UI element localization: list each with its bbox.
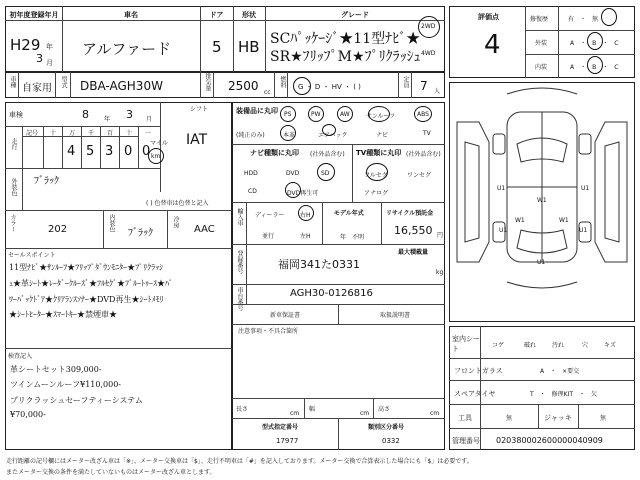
footer-line1: 走行距離の記号欄にはメーター改ざん車は「※」、メーター交換車は「$」、走行不明車は「#」を記入しております。メーター交換で合算表示した場合にも「$」は必要です。 (6, 458, 473, 465)
displacement: 2500 (228, 79, 259, 93)
equipment-label: 装備品に丸印 (236, 107, 278, 115)
height-unit: cm (430, 410, 440, 417)
diag-mark-w1-c: W1 (559, 217, 569, 224)
plate-label: 登録番号 (236, 250, 243, 274)
import-right-handle: 右H (300, 212, 311, 219)
recycle-label: リサイクル預託金 (386, 210, 434, 217)
inspection-year: 8 (82, 108, 89, 121)
windshield-options: A ・ ×要交 (540, 368, 580, 375)
diag-mark-u1-d: U1 (579, 227, 588, 234)
score-label: 評価点 (478, 13, 499, 21)
recycle-unit: 円 (437, 232, 444, 239)
navi-dvd-play: DVD再生可 (287, 190, 319, 197)
exterior-grade-options: A ・ B ・ C (570, 40, 619, 47)
interior-sheet-label: 室内シート (452, 335, 480, 353)
vin-label: 車台番号 (236, 287, 243, 311)
interior-color: ﾌﾞﾗｯｸ (128, 228, 153, 239)
grade-line2: SR★ﾌﾘｯﾌﾟM★ﾌﾟﾘｸﾗｯｼｭ (270, 49, 421, 65)
navi-dvd: DVD (286, 170, 300, 177)
tools-label: 工具 (458, 414, 472, 422)
shift-value: IAT (186, 132, 208, 148)
mileage-digit-1: 5 (86, 144, 95, 159)
tools-value: 無 (506, 415, 513, 422)
km-label: km (151, 153, 161, 160)
navi-hdd: HDD (244, 170, 258, 177)
digit-header-2: 万 (69, 130, 76, 137)
airbag-circle (322, 124, 336, 136)
inspection-month: 3 (126, 108, 133, 121)
selling-point-line-1: 11型ﾅﾋﾞ★ｻﾝﾙｰﾌ★ﾌﾘｯﾌﾟﾀﾞｳﾝﾓﾆﾀｰ★ﾌﾟﾘｸﾗｯｼ (9, 263, 164, 272)
shift-label: シフト (190, 106, 209, 113)
selling-points-label: セールスポイント (8, 252, 56, 259)
equip-airbag: エアバック (318, 132, 348, 139)
first-reg-year-unit: 年 (46, 43, 53, 51)
repair-label: 修復歴 (530, 16, 549, 23)
mile-label: マイル (150, 140, 168, 147)
selling-point-line-4: ★ｼｰﾄﾋｰﾀｰ★ｽﾏｰﾄｷｰ★禁煙車★ (9, 310, 117, 319)
repair-none-circle (601, 8, 617, 26)
digit-header-1: 十 (50, 130, 57, 137)
inspector-note-1: 革シートセット309,000- (10, 365, 102, 374)
notes-label: 注意事項・不具合箇所 (238, 328, 299, 335)
digit-header-4: 百 (107, 130, 114, 137)
type-designation-value: 17977 (276, 437, 299, 445)
sheet-kizu: キズ (604, 342, 616, 349)
diag-mark-u1-a: U1 (497, 185, 506, 192)
width-label: 幅 (309, 406, 316, 413)
recycle-value: 16,550 (394, 224, 433, 237)
digit-header-5: 十 (126, 130, 133, 137)
interior-grade-label: 内装 (535, 64, 548, 71)
inspector-notes-label: 検査記入 (8, 353, 33, 360)
displacement-label: 排気量 (204, 73, 211, 91)
model-code: DBA-AGH30W (80, 79, 163, 93)
import-label: 輸入車 (236, 208, 243, 226)
equip-abs: ABS (417, 111, 429, 118)
first-reg-era: H29 (10, 36, 41, 54)
model-year-label: モデル年式 (334, 210, 364, 217)
capacity: 7 (420, 79, 428, 93)
management-label: 管理番号 (452, 437, 480, 445)
drive-2wd: 2WD (421, 23, 436, 30)
navi-sd: SD (321, 170, 330, 177)
cc-unit: cc (264, 89, 271, 96)
navi-cd: CD (248, 188, 257, 195)
car-name: アルファード (82, 40, 172, 58)
plate-value: 福岡341た0331 (278, 258, 360, 271)
equipment-sublabel: (純正のみ) (236, 132, 265, 139)
grade-line1: SCﾊﾟｯｹｰｼﾞ★11型ﾅﾋﾞ★ (270, 31, 421, 47)
width-unit: cm (360, 410, 370, 417)
fuel-options: G ・ D ・ HV ・ ( ) (298, 83, 361, 91)
equip-pw: PW (311, 111, 321, 118)
footer-line2: またメーター交換の条件を満たしていないものはメーター改ざん車とします。 (6, 469, 216, 476)
diag-mark-u1-c: U1 (499, 227, 508, 234)
sheet-yogore: 汚れ (552, 342, 565, 349)
spare-tire-options: T ・ 修理KIT ・ 欠 (530, 391, 598, 398)
first-reg-month-unit: 月 (46, 59, 53, 67)
tv-label: TV種類に丸印 (356, 149, 402, 157)
jack-value: 無 (600, 415, 607, 422)
sheet-koge: コゲ (492, 342, 505, 349)
type-label: 型式 (60, 76, 67, 88)
capacity-label: 定員 (402, 76, 409, 88)
mileage-digit-0: 4 (67, 144, 76, 159)
sheet-ana: 穴 (582, 342, 589, 349)
ac-value: AAC (194, 224, 215, 235)
selling-point-line-2: ｭ★革ｼｰﾄ★ﾚｰﾀﾞｰｸﾙｰｽﾞ★ﾌﾙｾｸﾞ★ﾌﾞﾙｰﾄｩｰｽ★ﾊﾟ (9, 279, 173, 288)
inspection-month-unit: 月 (146, 116, 153, 123)
model-label: 車名 (124, 11, 138, 19)
score-value: 4 (484, 30, 501, 60)
digit-header-6: 一 (145, 130, 152, 137)
import-left-handle: 左H (300, 233, 311, 240)
vehicle-label: 車種 (9, 76, 16, 88)
drive-4wd: 4WD (421, 50, 436, 57)
exterior-color: ﾌﾞﾗｯｸ (34, 176, 59, 187)
car-diagram (449, 82, 635, 322)
inspector-note-2: ツインムーンルーフ¥110,000- (10, 380, 121, 389)
equip-leather: 本革 (283, 132, 296, 139)
selling-point-line-3: ﾜｰﾊﾞｯｸﾄﾞｱ★ｸﾘｱﾗﾝｽｿﾅｰ★DVD再生★ｼｰﾄﾒﾓﾘ (9, 295, 164, 304)
tv-fullseg: フルセグ (364, 172, 388, 179)
shape-value: HB (238, 38, 260, 56)
vehicle-use: 自家用 (22, 83, 52, 94)
inspector-note-4: ¥70,000- (10, 410, 46, 419)
exterior-grade-label: 外装 (535, 40, 548, 47)
equip-sunroof: サンルーフ (366, 113, 396, 120)
exterior-b-circle (587, 32, 603, 50)
manual-label: 取扱説明書 (380, 312, 411, 319)
height-label: 高さ (378, 406, 391, 413)
category-value: 0332 (382, 437, 400, 445)
warranty-label: 新車保証書 (270, 312, 301, 319)
fuel-label: 燃料 (279, 76, 286, 88)
management-value: 020380002600000040909 (496, 436, 603, 445)
diag-mark-u1-e: U1 (537, 259, 546, 266)
diag-mark-u1-b: U1 (581, 185, 590, 192)
interior-b-circle (587, 56, 603, 74)
vehicle-row (5, 72, 445, 98)
type-designation-label: 型式指定番号 (262, 424, 299, 431)
length-unit: cm (290, 410, 300, 417)
interior-grade-options: A ・ B ・ C (570, 64, 619, 71)
mileage-label: 走行 (10, 138, 17, 150)
digit-header-0: 記号 (26, 130, 39, 137)
color-no: 202 (48, 224, 68, 235)
vin-value: AGH30-0126816 (290, 288, 373, 299)
exterior-label: 外装色 (10, 178, 17, 196)
diag-mark-w1-b: W1 (515, 217, 525, 224)
tv-oneseg: ワンセグ (407, 172, 432, 179)
mileage-digit-2: 3 (105, 144, 114, 159)
inspector-note-3: プリクラッシュセーフティーシステム (10, 396, 143, 405)
exterior-note: ( ) 色替車は色替と記入 (146, 200, 209, 207)
equip-ps: PS (284, 111, 292, 118)
tv-sublabel: (社外品含む) (406, 151, 441, 158)
max-load-label: 最大積載量 (398, 249, 429, 256)
color-label: カラー (9, 214, 16, 232)
capacity-unit: 人 (434, 88, 441, 95)
first-reg-month: 3 (36, 52, 43, 65)
spare-tire-label: スペアタイヤ (454, 390, 496, 398)
length-label: 長さ (236, 406, 249, 413)
jack-label: ジャッキ (544, 414, 572, 422)
equip-aw: AW (340, 111, 350, 118)
inspection-label: 車検 (9, 111, 23, 119)
digit-header-3: 千 (88, 130, 95, 137)
sheet-yabure: 破れ (524, 342, 537, 349)
equip-navi: ナビ (376, 132, 389, 139)
model-year-value: 年 不明 (340, 234, 365, 241)
navi-label: ナビ種類に丸印 (250, 149, 299, 157)
import-parallel: 並行 (262, 233, 275, 240)
repair-options: 有 ・ 無 (568, 16, 599, 23)
import-dealer: ディーラー (255, 212, 285, 219)
doors-value: 5 (212, 38, 222, 56)
equip-tv: TV (423, 130, 431, 137)
shape-label: 形状 (242, 11, 256, 19)
mileage-digit-4: 0 (142, 144, 151, 159)
interior-color-label: 内装色 (108, 214, 115, 232)
navi-sublabel: (社外品含む) (310, 151, 345, 158)
doors-label: ドア (209, 11, 224, 19)
mileage-digit-3: 0 (124, 144, 133, 159)
ac-label: 冷房 (172, 216, 179, 228)
category-label: 類別区分番号 (368, 424, 405, 431)
windshield-label: フロントガラス (454, 367, 503, 375)
max-load-unit: kg (436, 269, 444, 276)
grade-label: グレード (341, 11, 369, 19)
inspection-year-unit: 年 (104, 116, 111, 123)
diag-mark-w1-a: W1 (537, 197, 547, 204)
first-reg-label: 初年度登録年月 (9, 11, 59, 19)
tv-analog: アナログ (364, 190, 389, 197)
